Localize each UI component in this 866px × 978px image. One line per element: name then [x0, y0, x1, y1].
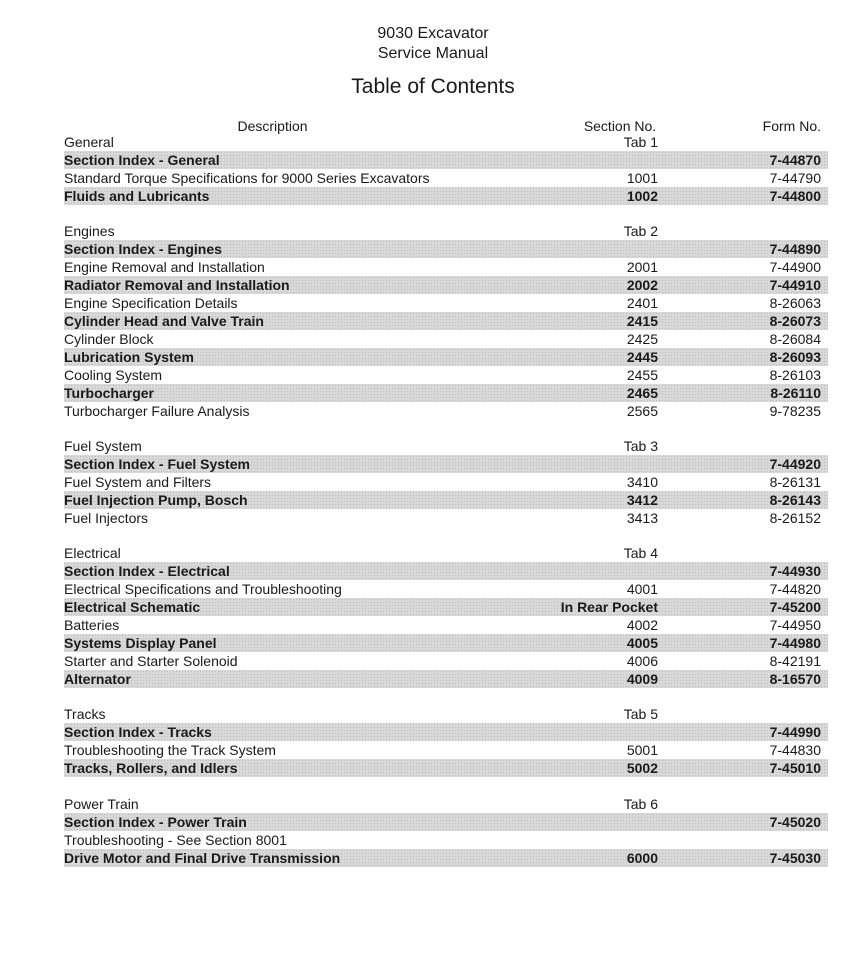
entry-section-number: 2401	[626, 295, 658, 311]
entry-form-number: 8-26152	[769, 510, 821, 526]
entry-section-number: 4001	[626, 581, 658, 597]
entry-section-number: 2445	[626, 349, 658, 365]
entry-section-number: 5001	[626, 742, 658, 758]
toc-entry	[64, 652, 828, 670]
entry-form-number: 7-45020	[769, 814, 821, 830]
group-name: Engines	[64, 223, 115, 239]
entry-section-number: 4005	[626, 635, 658, 651]
toc-entry	[64, 294, 828, 312]
toc-entry	[64, 276, 828, 294]
toc-group-power-train	[64, 795, 828, 867]
entry-form-number: 7-44990	[769, 724, 821, 740]
toc-entry	[64, 849, 828, 867]
entry-form-number: 7-44830	[769, 742, 821, 758]
entry-form-number: 7-44900	[769, 259, 821, 275]
entry-section-number: 1002	[626, 188, 658, 204]
entry-form-number: 7-44890	[769, 241, 821, 257]
entry-section-number: 6000	[626, 850, 658, 866]
toc-entry	[64, 491, 828, 509]
entry-description: Cooling System	[64, 367, 163, 383]
group-name: Fuel System	[64, 438, 142, 454]
toc-group-electrical	[64, 544, 828, 688]
group-name: Power Train	[64, 796, 139, 812]
toc-entry	[64, 670, 828, 688]
toc-entry	[64, 187, 828, 205]
entry-form-number: 8-16570	[769, 671, 821, 687]
toc-group-general	[64, 133, 828, 205]
entry-description: Troubleshooting - See Section 8001	[64, 832, 287, 848]
toc-entry	[64, 330, 828, 348]
entry-form-number: 7-44950	[769, 617, 821, 633]
entry-section-number: 4009	[626, 671, 658, 687]
group-tab-label: Tab 1	[623, 134, 658, 150]
entry-form-number: 8-26093	[769, 349, 821, 365]
entry-form-number: 7-44820	[769, 581, 821, 597]
entry-description: Fuel Injection Pump, Bosch	[64, 492, 248, 508]
entry-form-number: 9-78235	[769, 403, 821, 419]
entry-form-number: 7-44910	[769, 277, 821, 293]
group-header	[64, 133, 828, 151]
entry-section-number: 4002	[626, 617, 658, 633]
entry-section-number: 2465	[626, 385, 658, 401]
entry-form-number: 7-44930	[769, 563, 821, 579]
entry-description: Fuel Injectors	[64, 510, 149, 526]
entry-description: Section Index - General	[64, 152, 220, 168]
entry-description: Alternator	[64, 671, 131, 687]
toc-entry	[64, 813, 828, 831]
toc-entry	[64, 598, 828, 616]
entry-description: Turbocharger	[64, 385, 154, 401]
entry-section-number: 3412	[626, 492, 658, 508]
entry-section-number: 3410	[626, 474, 658, 490]
toc-entry	[64, 258, 828, 276]
entry-form-number: 8-26073	[769, 313, 821, 329]
entry-form-number: 7-44920	[769, 456, 821, 472]
entry-section-number: 2425	[626, 331, 658, 347]
toc-entry	[64, 473, 828, 491]
toc-entry	[64, 616, 828, 634]
entry-form-number: 8-42191	[769, 653, 821, 669]
entry-description: Starter and Starter Solenoid	[64, 653, 238, 669]
entry-description: Section Index - Power Train	[64, 814, 247, 830]
entry-form-number: 7-44980	[769, 635, 821, 651]
group-name: General	[64, 134, 114, 150]
entry-description: Fluids and Lubricants	[64, 188, 210, 204]
entry-description: Engine Removal and Installation	[64, 259, 265, 275]
entry-form-number: 8-26084	[769, 331, 821, 347]
toc-entry	[64, 723, 828, 741]
entry-description: Radiator Removal and Installation	[64, 277, 290, 293]
entry-description: Cylinder Head and Valve Train	[64, 313, 264, 329]
entry-description: Standard Torque Specifications for 9000 Series Excavators	[64, 170, 430, 186]
toc-entry	[64, 169, 828, 187]
entry-description: Turbocharger Failure Analysis	[64, 403, 250, 419]
entry-description: Electrical Specifications and Troubleshooting	[64, 581, 342, 597]
toc-entry	[64, 348, 828, 366]
toc-entry	[64, 240, 828, 258]
form-number-column-header: Form No.	[762, 118, 821, 134]
group-header	[64, 437, 828, 455]
entry-form-number: 7-45010	[769, 760, 821, 776]
group-header	[64, 222, 828, 240]
entry-description: Tracks, Rollers, and Idlers	[64, 760, 238, 776]
entry-form-number: 8-26131	[769, 474, 821, 490]
toc-entry	[64, 634, 828, 652]
toc-entry	[64, 151, 828, 169]
toc-group-fuel-system	[64, 437, 828, 527]
toc-entry	[64, 741, 828, 759]
entry-description: Batteries	[64, 617, 120, 633]
entry-description: Section Index - Engines	[64, 241, 222, 257]
entry-section-number: 2455	[626, 367, 658, 383]
toc-entry	[64, 384, 828, 402]
entry-form-number: 7-44800	[769, 188, 821, 204]
toc-entry	[64, 831, 828, 849]
group-tab-label: Tab 3	[623, 438, 658, 454]
entry-form-number: 8-26103	[769, 367, 821, 383]
group-tab-label: Tab 2	[623, 223, 658, 239]
entry-section-number: 4006	[626, 653, 658, 669]
entry-section-number: 3413	[626, 510, 658, 526]
entry-form-number: 7-44790	[769, 170, 821, 186]
entry-form-number: 8-26143	[769, 492, 821, 508]
entry-section-number: In Rear Pocket	[560, 599, 658, 615]
entry-form-number: 7-45200	[769, 599, 821, 615]
toc-entry	[64, 580, 828, 598]
entry-section-number: 2001	[626, 259, 658, 275]
entry-form-number: 7-45030	[769, 850, 821, 866]
entry-description: Section Index - Fuel System	[64, 456, 250, 472]
toc-entry	[64, 562, 828, 580]
toc-entry	[64, 402, 828, 420]
group-name: Electrical	[64, 545, 121, 561]
entry-form-number: 8-26063	[769, 295, 821, 311]
entry-section-number: 5002	[626, 760, 658, 776]
section-number-column-header: Section No.	[583, 118, 657, 134]
group-header	[64, 795, 828, 813]
group-header	[64, 705, 828, 723]
toc-group-tracks	[64, 705, 828, 777]
description-column-header: Description	[237, 118, 308, 134]
manual-title: 9030 Excavator	[377, 25, 489, 42]
entry-description: Drive Motor and Final Drive Transmission	[64, 850, 341, 866]
entry-section-number: 2565	[626, 403, 658, 419]
entry-section-number: 2002	[626, 277, 658, 293]
toc-entry	[64, 312, 828, 330]
entry-description: Engine Specification Details	[64, 295, 238, 311]
entry-description: Cylinder Block	[64, 331, 154, 347]
entry-form-number: 7-44870	[769, 152, 821, 168]
entry-section-number: 2415	[626, 313, 658, 329]
entry-description: Troubleshooting the Track System	[64, 742, 276, 758]
group-name: Tracks	[64, 706, 106, 722]
toc-entry	[64, 509, 828, 527]
entry-section-number: 1001	[626, 170, 658, 186]
group-header	[64, 544, 828, 562]
table-of-contents-heading: Table of Contents	[351, 75, 515, 98]
entry-description: Electrical Schematic	[64, 599, 201, 615]
toc-entry	[64, 366, 828, 384]
entry-description: Systems Display Panel	[64, 635, 217, 651]
entry-form-number: 8-26110	[770, 385, 821, 401]
entry-description: Fuel System and Filters	[64, 474, 212, 490]
entry-description: Section Index - Tracks	[64, 724, 212, 740]
entry-description: Lubrication System	[64, 349, 194, 365]
group-tab-label: Tab 4	[623, 545, 658, 561]
toc-entry	[64, 759, 828, 777]
entry-description: Section Index - Electrical	[64, 563, 230, 579]
toc-group-engines	[64, 222, 828, 420]
group-tab-label: Tab 5	[623, 706, 658, 722]
manual-subtitle: Service Manual	[377, 45, 489, 62]
toc-entry	[64, 455, 828, 473]
group-tab-label: Tab 6	[623, 796, 658, 812]
